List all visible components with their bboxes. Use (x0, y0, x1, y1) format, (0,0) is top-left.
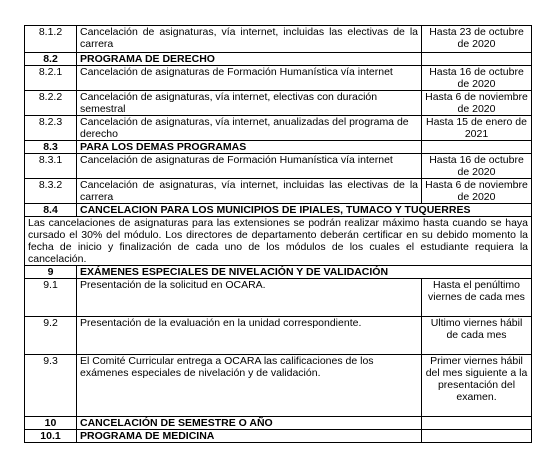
section-number: 10.1 (25, 430, 77, 443)
item-deadline: Hasta 6 de noviembre de 2020 (422, 179, 532, 204)
section-header-row (25, 53, 532, 66)
item-description: Presentación de la solicitud en OCARA. (77, 279, 422, 317)
item-number: 9.3 (25, 355, 77, 417)
item-number: 8.2.2 (25, 91, 77, 116)
empty-cell (422, 53, 532, 66)
item-number: 9.2 (25, 317, 77, 355)
empty-cell (422, 417, 532, 430)
item-description: Cancelación de asignaturas de Formación Humanística vía internet (77, 66, 422, 91)
section-number: 8.3 (25, 141, 77, 154)
section-title: EXÁMENES ESPECIALES DE NIVELACIÓN Y DE VALIDACIÓN (77, 266, 532, 279)
empty-cell (422, 141, 532, 154)
section-number: 9 (25, 266, 77, 279)
calendar-table (24, 25, 532, 443)
section-title: CANCELACION PARA LOS MUNICIPIOS DE IPIALES, TUMACO Y TUQUERRES (77, 204, 532, 217)
item-deadline: Hasta el penúltimo viernes de cada mes (422, 279, 532, 317)
item-deadline: Hasta 23 de octubre de 2020 (422, 26, 532, 53)
table-row (25, 355, 532, 417)
section-title: CANCELACIÓN DE SEMESTRE O AÑO (77, 417, 422, 430)
item-deadline: Ultimo viernes hábil de cada mes (422, 317, 532, 355)
item-number: 8.3.2 (25, 179, 77, 204)
note-row (25, 217, 532, 266)
note-paragraph: Las cancelaciones de asignaturas para las extensiones se podrán realizar máximo hasta cuando se haya cursado el 30% del módulo. Los directores de departamento deberán certificar en su debido momento la fecha de inicio y finalización de cada uno de los módulos de los cuales el estudiante requiera la cancelación. (25, 217, 532, 266)
table-row (25, 317, 532, 355)
table-row (25, 66, 532, 91)
section-number: 10 (25, 417, 77, 430)
table-row (25, 26, 532, 53)
table-row (25, 279, 532, 317)
item-description: Presentación de la evaluación en la unidad correspondiente. (77, 317, 422, 355)
item-description: Cancelación de asignaturas, vía internet, incluidas las electivas de la carrera (77, 179, 422, 204)
item-deadline: Hasta 16 de octubre de 2020 (422, 154, 532, 179)
item-description: Cancelación de asignaturas de Formación Humanística vía internet (77, 154, 422, 179)
section-title: PARA LOS DEMAS PROGRAMAS (77, 141, 422, 154)
table-row (25, 154, 532, 179)
item-description: Cancelación de asignaturas, vía internet, anualizadas del programa de derecho (77, 116, 422, 141)
item-deadline: Primer viernes hábil del mes siguiente a la presentación del examen. (422, 355, 532, 417)
section-header-row (25, 204, 532, 217)
item-number: 8.1.2 (25, 26, 77, 53)
section-number: 8.2 (25, 53, 77, 66)
section-header-row (25, 417, 532, 430)
section-header-row (25, 266, 532, 279)
item-number: 8.3.1 (25, 154, 77, 179)
item-description: Cancelación de asignaturas, vía internet, electivas con duración semestral (77, 91, 422, 116)
section-header-row (25, 141, 532, 154)
section-title: PROGRAMA DE DERECHO (77, 53, 422, 66)
item-number: 8.2.3 (25, 116, 77, 141)
item-description: Cancelación de asignaturas, vía internet, incluidas las electivas de la carrera (77, 26, 422, 53)
item-deadline: Hasta 6 de noviembre de 2020 (422, 91, 532, 116)
section-number: 8.4 (25, 204, 77, 217)
item-deadline: Hasta 15 de enero de 2021 (422, 116, 532, 141)
table-row (25, 91, 532, 116)
section-title: PROGRAMA DE MEDICINA (77, 430, 422, 443)
item-number: 8.2.1 (25, 66, 77, 91)
table-row (25, 179, 532, 204)
empty-cell (422, 430, 532, 443)
item-number: 9.1 (25, 279, 77, 317)
item-deadline: Hasta 16 de octubre de 2020 (422, 66, 532, 91)
item-description: El Comité Curricular entrega a OCARA las calificaciones de los exámenes especiales de nivelación y de validación. (77, 355, 422, 417)
section-header-row (25, 430, 532, 443)
table-row (25, 116, 532, 141)
